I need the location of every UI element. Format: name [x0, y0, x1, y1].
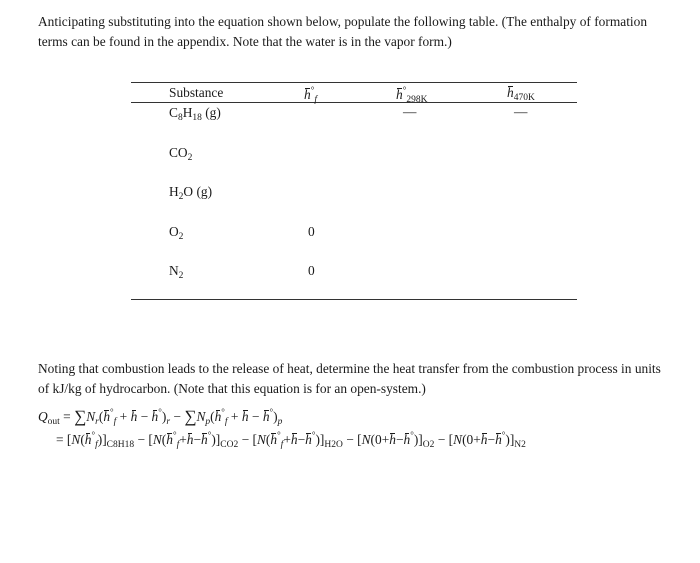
header-hf: $h^\circ_f$ [304, 85, 317, 105]
header-substance: Substance [169, 85, 224, 100]
combustion-paragraph: Noting that combustion leads to the release of heat, determine the heat transfer from the combustion process in units of kJ/kg of hydrocarbon. (Note that this equation is for an open-system.) [38, 361, 661, 396]
h470-value: — [514, 104, 528, 119]
header-h298: $h^\circ_{298K}$ [396, 85, 428, 105]
hf-value: 0 [308, 224, 315, 239]
header-h470: $h_{470K}$ [507, 85, 535, 103]
table-bottom-rule [131, 299, 577, 300]
table-row: $O_2$ [169, 224, 184, 242]
table-row: $C_8H_{18}$ (g) [169, 105, 221, 123]
table-row: $N_2$ [169, 263, 184, 281]
table-row: $H_2O$ (g) [169, 184, 213, 202]
intro-paragraph: Anticipating substituting into the equation shown below, populate the following table. (The enthalpy of formation terms can be found in the appendix. Note that the water is in the vapor form.) [38, 14, 648, 49]
table-row: $CO_2$ [169, 145, 193, 163]
equation-line-2: = $[N(h^\circ_f)]_{C8H18} - [N(h^\circ_f+h-h^\circ)]_{CO2} - [N(h^\circ_f+h-h^\circ)]_{H2O} - [N(0+h-h^\circ)]_{O2} - [N(0+h-h^\circ)]_{N2}$ [56, 430, 526, 450]
table-top-rule [131, 82, 577, 83]
hf-value: 0 [308, 263, 315, 278]
h298-value: — [403, 104, 417, 119]
equation-line-1: $Q_{out} = \sum N_r(h^\circ_f + h - h^\circ)_r - \sum N_p(h^\circ_f + h - h^\circ)_p$ [38, 407, 283, 427]
